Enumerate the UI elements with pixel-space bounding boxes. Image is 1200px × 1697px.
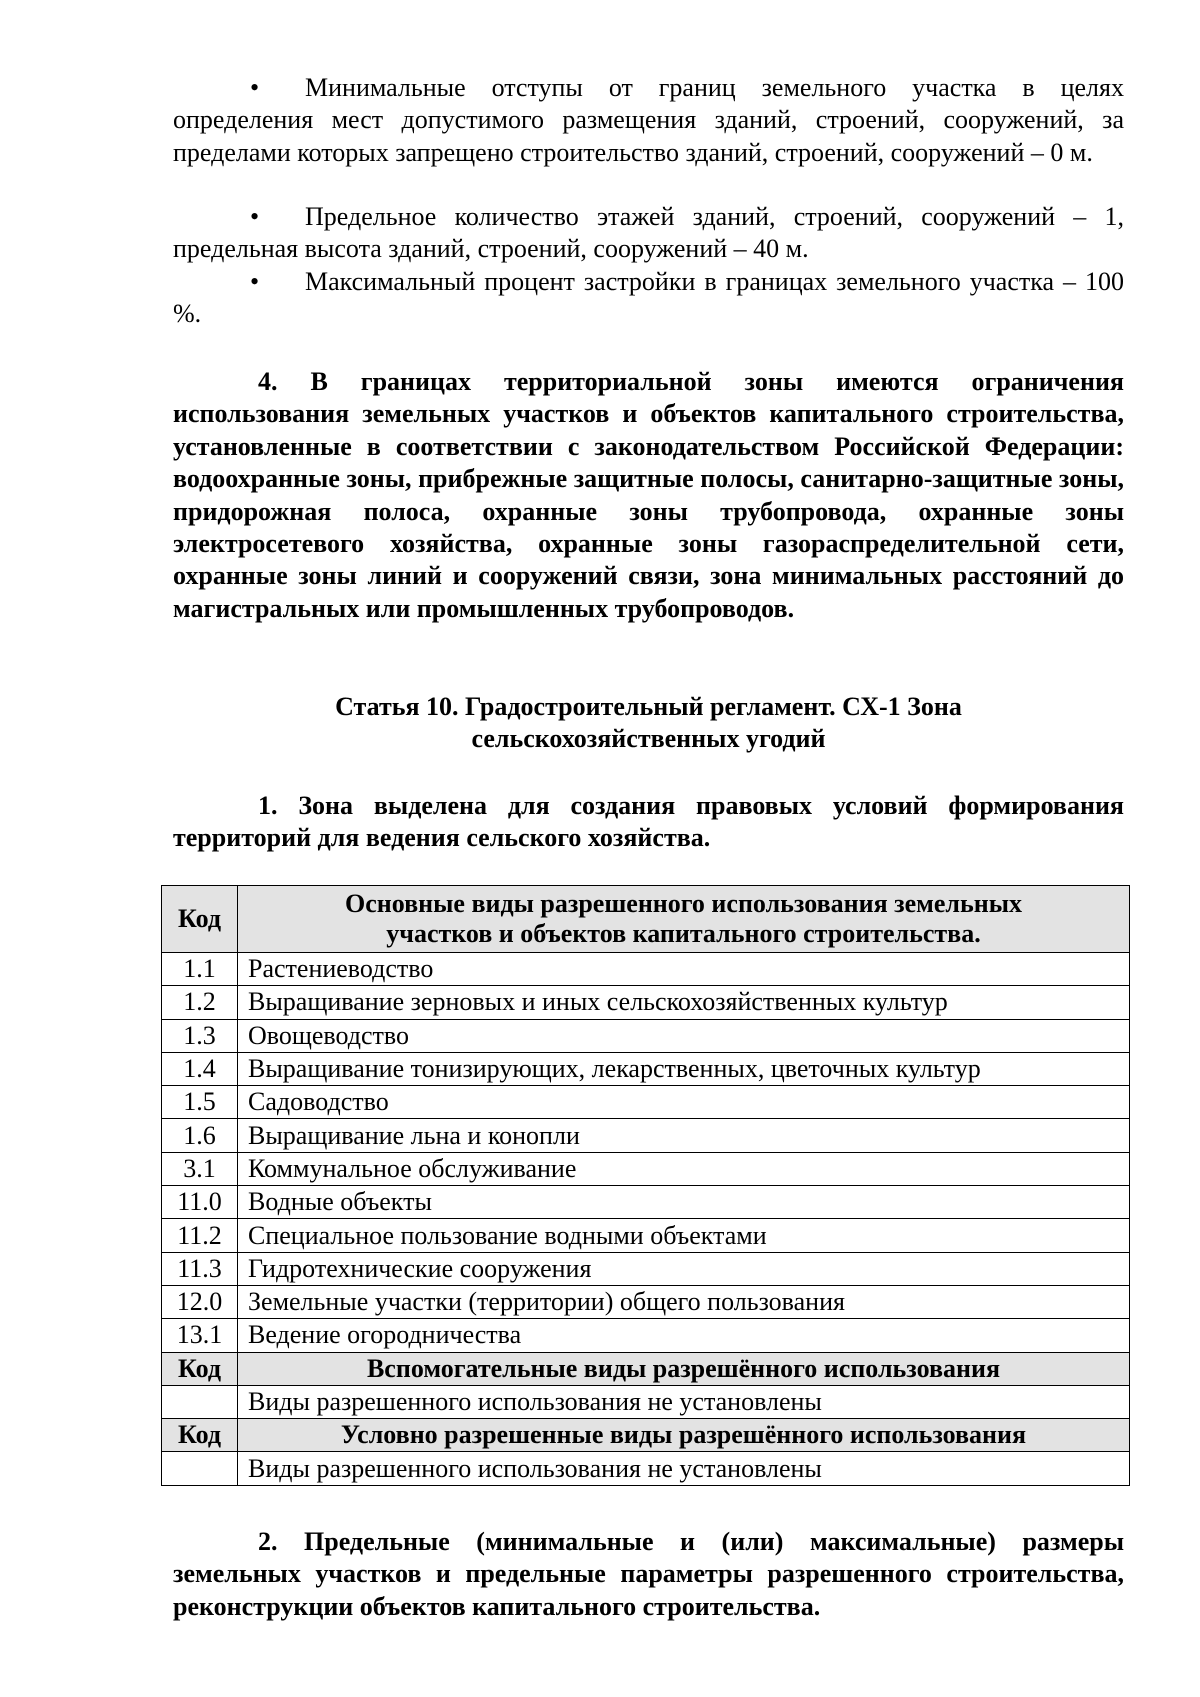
table-row bbox=[162, 1152, 1130, 1185]
table-header-main bbox=[162, 886, 1130, 953]
row-name: Выращивание зерновых и иных сельскохозяйственных культур bbox=[238, 986, 1130, 1019]
bullet-max-coverage bbox=[173, 266, 1124, 331]
bullet-text: Предельное количество этажей зданий, строений, сооружений – 1, предельная высота зданий, строений, сооружений – 40 м. bbox=[173, 202, 1124, 264]
bullet-marker: • bbox=[250, 267, 260, 296]
header-main-title-line2: участков и объектов капитального строительства. bbox=[386, 919, 981, 948]
row-name: Садоводство bbox=[238, 1086, 1130, 1119]
row-name: Растениеводство bbox=[238, 953, 1130, 986]
table-header-auxiliary bbox=[162, 1352, 1130, 1385]
table-row bbox=[162, 1285, 1130, 1318]
header-code: Код bbox=[162, 1352, 238, 1385]
table-row bbox=[162, 953, 1130, 986]
row-name: Водные объекты bbox=[238, 1186, 1130, 1219]
table-row bbox=[162, 1086, 1130, 1119]
bullet-marker: • bbox=[250, 202, 260, 231]
row-name: Специальное пользование водными объектами bbox=[238, 1219, 1130, 1252]
row-code: 1.2 bbox=[162, 986, 238, 1019]
table-row bbox=[162, 1186, 1130, 1219]
row-code: 1.5 bbox=[162, 1086, 238, 1119]
row-name: Коммунальное обслуживание bbox=[238, 1152, 1130, 1185]
table-row bbox=[162, 1052, 1130, 1085]
row-code: 1.6 bbox=[162, 1119, 238, 1152]
table-header-conditional bbox=[162, 1419, 1130, 1452]
section-2-limits: 2. Предельные (минимальные и (или) максимальные) размеры земельных участков и предельные параметры разрешенного строительства, реконструкции объектов капитального строительства. bbox=[173, 1527, 1124, 1621]
header-conditional-title: Условно разрешенные виды разрешённого использования bbox=[238, 1419, 1130, 1452]
header-code: Код bbox=[162, 1419, 238, 1452]
permitted-use-table bbox=[161, 885, 1130, 1486]
section-1-purpose: 1. Зона выделена для создания правовых условий формирования территорий для ведения сельского хозяйства. bbox=[173, 791, 1124, 853]
table-row bbox=[162, 1252, 1130, 1285]
table-row bbox=[162, 1319, 1130, 1352]
table-row bbox=[162, 1019, 1130, 1052]
row-name: Гидротехнические сооружения bbox=[238, 1252, 1130, 1285]
row-code bbox=[162, 1385, 238, 1418]
table-row bbox=[162, 1385, 1130, 1418]
bullet-marker: • bbox=[250, 73, 260, 102]
bullet-floors-height bbox=[173, 201, 1124, 266]
article-title-line1: Статья 10. Градостроительный регламент. СХ-1 Зона bbox=[335, 692, 962, 721]
bullet-text: Максимальный процент застройки в границах земельного участка – 100 %. bbox=[173, 267, 1124, 329]
header-code: Код bbox=[162, 886, 238, 953]
row-code: 3.1 bbox=[162, 1152, 238, 1185]
table-row bbox=[162, 1219, 1130, 1252]
section-4-restrictions: 4. В границах территориальной зоны имеются ограничения использования земельных участков и объектов капитального строительства, установленные в соответствии с законодательством Российской Федерации: водоохранные зоны, прибрежные защитные полосы, санитарно-защитные зоны, придорожная полоса, охранные зоны трубопровода, охранные зоны электросетевого хозяйства, охранные зоны газораспределительной сети, охранные зоны линий и сооружений связи, зона минимальных расстояний до магистральных или промышленных трубопроводов. bbox=[173, 367, 1124, 623]
header-main-title-line1: Основные виды разрешенного использования земельных bbox=[344, 889, 1022, 918]
row-code bbox=[162, 1452, 238, 1485]
row-code: 1.1 bbox=[162, 953, 238, 986]
row-name: Виды разрешенного использования не установлены bbox=[238, 1452, 1130, 1485]
row-name: Овощеводство bbox=[238, 1019, 1130, 1052]
row-code: 12.0 bbox=[162, 1285, 238, 1318]
row-code: 13.1 bbox=[162, 1319, 238, 1352]
row-name: Земельные участки (территории) общего пользования bbox=[238, 1285, 1130, 1318]
header-main-title bbox=[238, 886, 1130, 953]
article-title bbox=[173, 691, 1124, 756]
table-row bbox=[162, 1452, 1130, 1485]
table-row bbox=[162, 1119, 1130, 1152]
header-auxiliary-title: Вспомогательные виды разрешённого использования bbox=[238, 1352, 1130, 1385]
row-code: 1.3 bbox=[162, 1019, 238, 1052]
row-code: 11.2 bbox=[162, 1219, 238, 1252]
row-code: 1.4 bbox=[162, 1052, 238, 1085]
row-name: Ведение огородничества bbox=[238, 1319, 1130, 1352]
row-code: 11.3 bbox=[162, 1252, 238, 1285]
row-name: Выращивание тонизирующих, лекарственных, цветочных культур bbox=[238, 1052, 1130, 1085]
row-code: 11.0 bbox=[162, 1186, 238, 1219]
article-title-line2: сельскохозяйственных угодий bbox=[471, 724, 826, 754]
row-name: Виды разрешенного использования не установлены bbox=[238, 1385, 1130, 1418]
bullet-min-setbacks bbox=[173, 72, 1124, 169]
table-row bbox=[162, 986, 1130, 1019]
row-name: Выращивание льна и конопли bbox=[238, 1119, 1130, 1152]
bullet-text: Минимальные отступы от границ земельного участка в целях определения мест допустимого размещения зданий, строений, сооружений, за пределами которых запрещено строительство зданий, строений, сооружений – 0 м. bbox=[173, 73, 1124, 167]
